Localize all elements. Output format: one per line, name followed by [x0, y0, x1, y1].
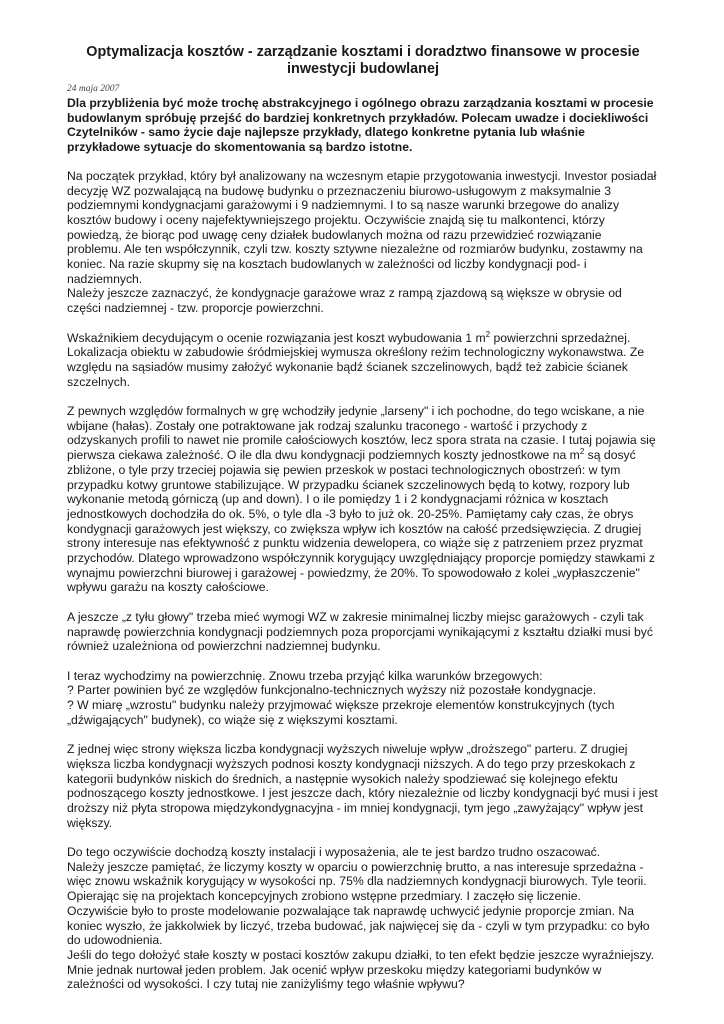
- paragraph-4: A jeszcze „z tyłu głowy" trzeba mieć wymogi WZ w zakresie minimalnej liczby miejsc garażowych - czyli tak naprawdę powierzchnia kondygnacji podziemnych poza proporcjami wynikającymi z kształtu działki musi być również uzależniona od powierzchni nadziemnej budynku.: [67, 609, 653, 654]
- article-lead: Dla przybliżenia być może trochę abstrakcyjnego i ogólnego obrazu zarządzania kosztami w procesie budowlanym spróbuję przejść do bardziej konkretnych przykładów. Polecam uwadze i dociekliwości Czytelników - samo życie daje najlepsze przykłady, dlatego konkretne pytania lub właśnie przykładowe sytuacje do skomentowania są bardzo istotne.: [67, 96, 654, 155]
- publication-date: 24 maja 2007: [67, 84, 120, 94]
- paragraph-2-text-b: powierzchni sprzedażnej. Lokalizacja obiektu w zabudowie śródmiejskiej wymusza określony reżim technologiczny wykonawstwa. Ze względu na sąsiadów musimy założyć wykonanie bądź ścianek szczelinowych, bądź też zabicie ścianek szczelnych.: [67, 330, 645, 389]
- paragraph-3: [67, 404, 659, 595]
- paragraph-6: Z jednej więc strony większa liczba kondygnacji wyższych niweluje wpływ „droższego" parteru. Z drugiej większa liczba kondygnacji wyższych podnosi koszty kondygnacji niższych. A do tego przy przeskokach z kategorii budynków niskich do średnich, a następnie wysokich należy spodziewać się kolejnego efektu podnoszącego koszty jednostkowe. I jest jeszcze dach, który niezależnie od liczby kondygnacji być musi i jest droższy niż płyta stropowa międzykondygnacyjna - im mniej kondygnacji, tym jego „zawyżający" wpływ jest większy.: [67, 742, 658, 830]
- paragraph-2-text-a: Wskaźnikiem decydującym o ocenie rozwiązania jest koszt wybudowania 1 m: [67, 330, 486, 345]
- paragraph-1: Na początek przykład, który był analizowany na wczesnym etapie przygotowania inwestycji. Investor posiadał decyzję WZ pozwalającą na budowę budynku o przeznaczeniu biurowo-usługowym z maksymalnie 3 podziemnymi kondygnacjami garażowymi i 9 nadziemnymi. I to są nasze warunki brzegowe do analizy kosztów budowy i oceny najefektywniejszego projektu. Oczywiście znajdą się tu malkontenci, którzy powiedzą, że biorąc pod uwagę ceny działek budowlanych można od razu przewidzieć rozwiązanie problemu. Ale ten współczynnik, czyli tzw. koszty sztywne niezależne od rozmiarów budynku, zostawmy na koniec. Na razie skupmy się na kosztach budowlanych w zależności od liczby kondygnacji pod- i nadziemnych. Należy jeszcze zaznaczyć, że kondygnacje garażowe wraz z rampą zjazdową są większe w obrysie od części nadziemnej - tzw. proporcje powierzchni.: [67, 168, 657, 316]
- paragraph-2: [67, 331, 659, 390]
- paragraph-5: I teraz wychodzimy na powierzchnię. Znowu trzeba przyjąć kilka warunków brzegowych: ? Parter powinien być ze względów funkcjonalno-technicznych wyższy niż pozostałe kondygnacje. ? W miarę „wzrostu" budynku należy przyjmować większe przekroje elementów konstrukcyjnych (tych „dźwigających" budynek), co wiąże się z większymi kosztami.: [67, 668, 615, 727]
- superscript-2: 2: [485, 329, 491, 339]
- paragraph-3-text-b: są dosyć zbliżone, o tyle przy trzeciej pojawia się pewien przeskok w postaci technologicznych obostrzeń: w tym przypadku kotwy gruntowe stabilizujące. W przypadku ścianek szczelinowych będą to kotwy, rozpory lub wykonanie metodą górniczą (up and down). I o ile pomiędzy 1 i 2 kondygnacjami różnica w kosztach jednostkowych dochodziła do ok. 5%, o tyle dla -3 było to już ok. 20-25%. Pamiętamy cały czas, że obrys kondygnacji garażowych jest większy, co zwiększa wpływ ich kosztów na całość przedsięwzięcia. Z drugiej strony interesuje nas efektywność z punktu widzenia dewelopera, co wiąże się z patrzeniem przez pryzmat przychodów. Dlatego wprowadzono współczynnik korygujący uwzględniający proporcje pomiędzy stawkami z wynajmu powierzchni biurowej i garażowej - powiedzmy, że 20%. To spowodowało z kolei „wypłaszczenie" wpływu garażu na koszty całościowe.: [67, 448, 655, 595]
- article-title: Optymalizacja kosztów - zarządzanie kosztami i doradztwo finansowe w procesie inwestycji budowlanej: [86, 44, 640, 77]
- paragraph-7: Do tego oczywiście dochodzą koszty instalacji i wyposażenia, ale te jest bardzo trudno oszacować. Należy jeszcze pamiętać, że liczymy koszty w oparciu o powierzchnię brutto, a nas interesuje sprzedażna - więc znowu wskaźnik korygujący w wysokości np. 75% dla nadziemnych kondygnacji biurowych. Tyle teorii. Opierając się na projektach koncepcyjnych zrobiono wstępne przedmiary. I zaczęło się liczenie. Oczywiście było to proste modelowanie pozwalające tak naprawdę uchwycić jedynie proporcje zmian. Na koniec wyszło, że jakkolwiek by liczyć, trzeba budować, jak najwięcej się da - czyli w tym przypadku: co było do udowodnienia. Jeśli do tego dołożyć stałe koszty w postaci kosztów zakupu działki, to ten efekt będzie jeszcze wyraźniejszy. Mnie jednak nurtował jeden problem. Jak ocenić wpływ przeskoku między kategoriami budynków w zależności od wysokości. I czy tutaj nie zaniżyliśmy tego właśnie wpływu?: [67, 845, 655, 992]
- superscript-2: 2: [579, 447, 585, 457]
- paragraph-3-text-a: Z pewnych względów formalnych w grę wchodziły jedynie „larseny" i ich pochodne, do tego wciskane, a nie wbijane (hałas). Zostały one potraktowane jak rodzaj szalunku traconego - wartość i przychody z odzyskanych profili to nawet nie promile całościowych kosztów, lecz spora strata na czasie. I tutaj pojawia się pierwsza ciekawa zależność. O ile dla dwu kondygnacji podziemnych koszty jednostkowe na m: [67, 404, 656, 463]
- article: [67, 44, 659, 992]
